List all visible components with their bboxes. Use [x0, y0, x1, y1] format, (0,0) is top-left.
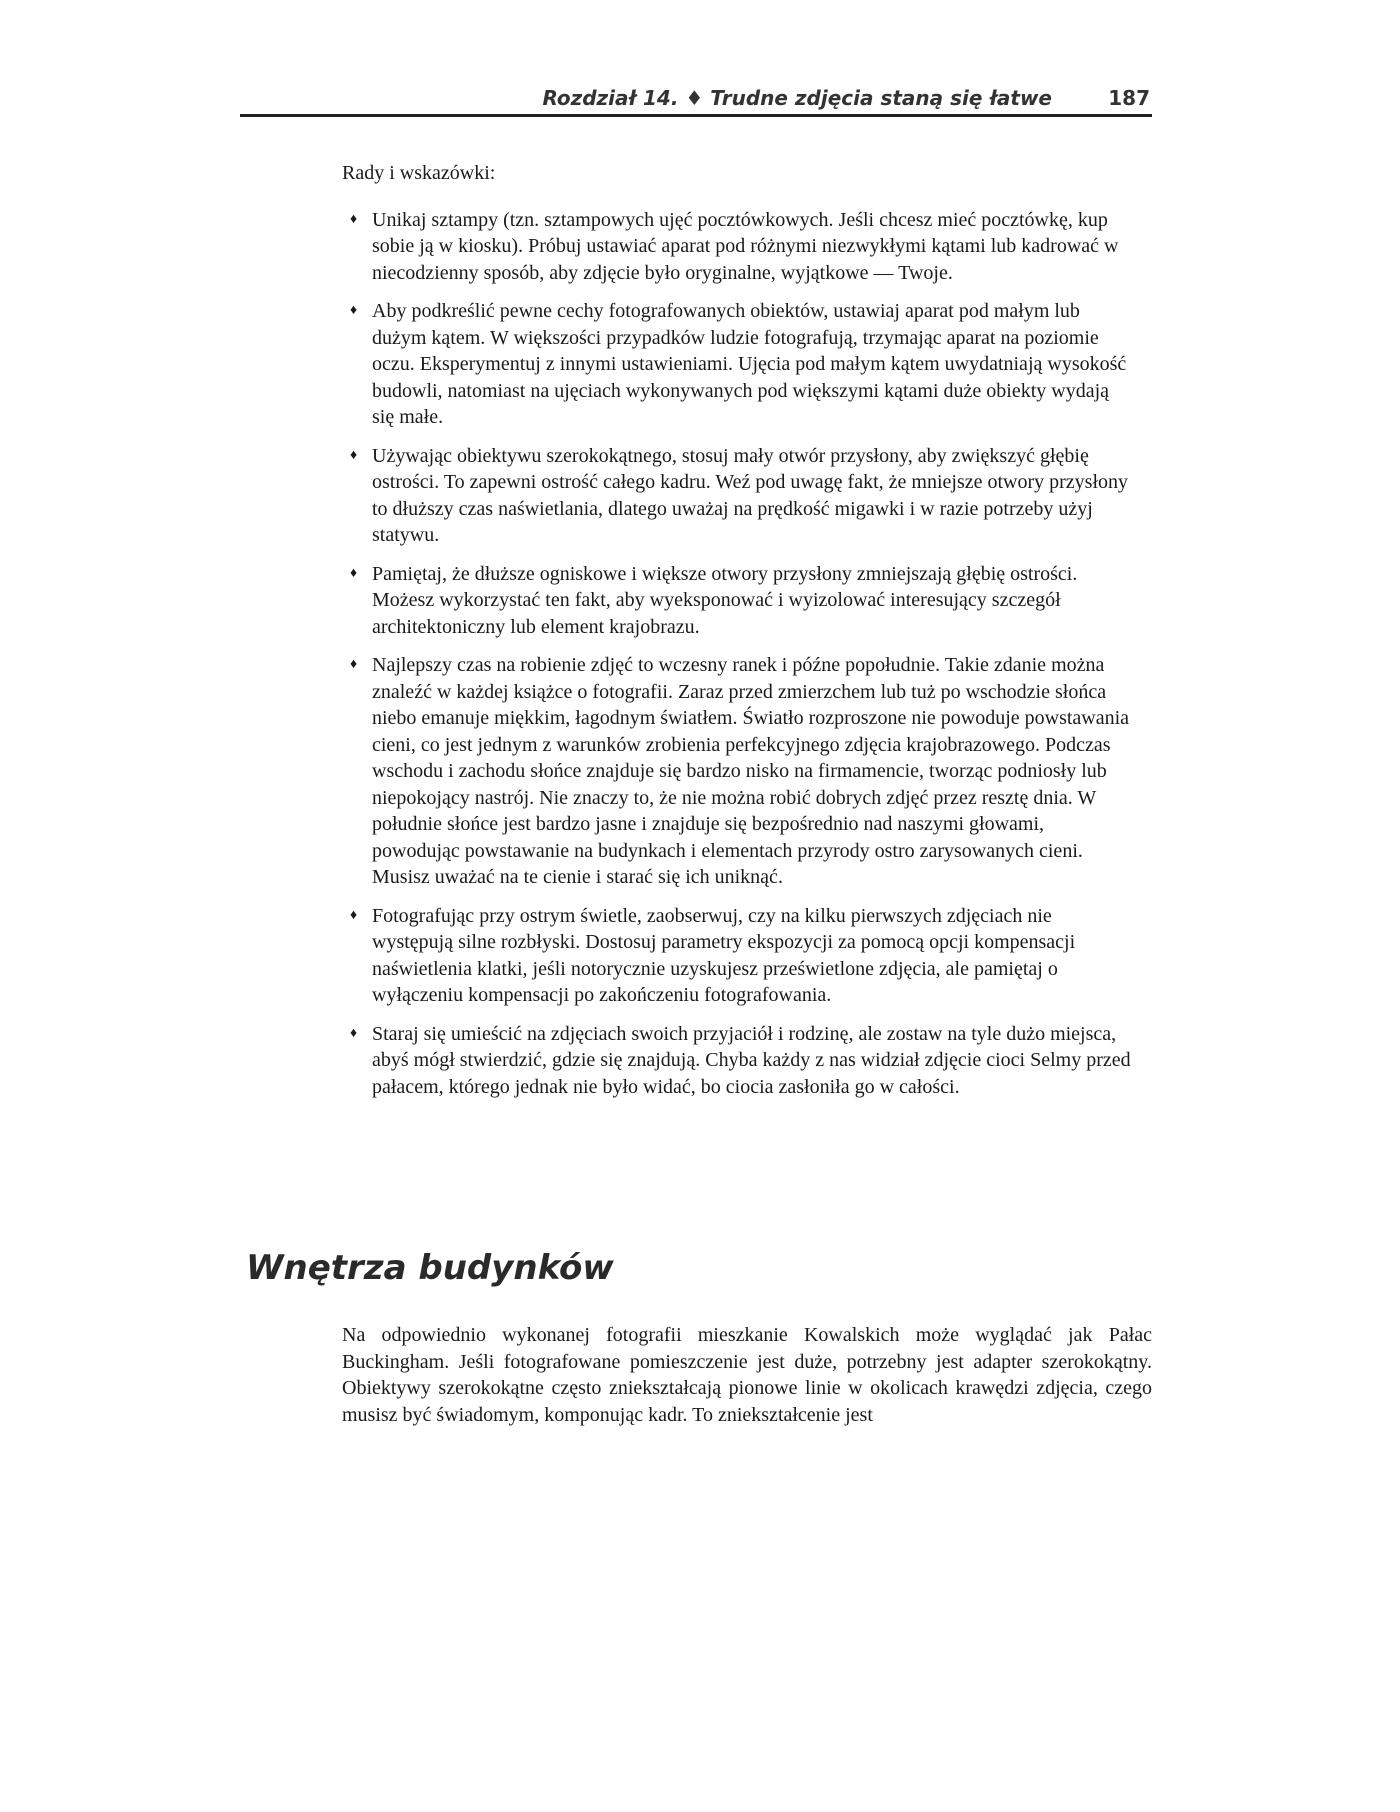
header-rule: [240, 114, 1152, 117]
intro-text: Rady i wskazówki:: [342, 162, 496, 184]
section-heading: Wnętrza budynków: [246, 1248, 614, 1288]
diamond-bullet-icon: ♦: [350, 211, 358, 227]
diamond-bullet-icon: ♦: [350, 1025, 358, 1041]
list-item: [342, 207, 1154, 287]
list-item-text: Pamiętaj, że dłuższe ogniskowe i większe otwory przysłony zmniejszają głębię ostrości. Możesz wykorzystać ten fakt, aby wyeksponować i wyizolować interesujący szczegół architektoniczny lub element krajobrazu.: [372, 562, 1078, 638]
section-body: Na odpowiednio wykonanej fotografii mieszkanie Kowalskich może wyglądać jak Pałac Buckingham. Jeśli fotografowane pomieszczenie jest duże, potrzebny jest adapter szerokokątny. Obiektywy szerokokątne często zniekształcają pionowe linie w okolicach krawędzi zdjęcia, czego musisz być świadomym, komponując kadr. To zniekształcenie jest: [342, 1324, 1152, 1426]
diamond-bullet-icon: ♦: [350, 907, 358, 923]
diamond-bullet-icon: ♦: [350, 447, 358, 463]
diamond-bullet-icon: ♦: [350, 565, 358, 581]
list-item-text: Fotografując przy ostrym świetle, zaobserwuj, czy na kilku pierwszych zdjęciach nie występują silne rozbłyski. Dostosuj parametry ekspozycji za pomocą opcji kompensacji naświetlenia klatki, jeśli notorycznie uzyskujesz prześwietlone zdjęcia, ale pamiętaj o wyłączeniu kompensacji po zakończeniu fotografowania.: [372, 904, 1076, 1006]
main-content: [342, 160, 1154, 1112]
list-item: [342, 903, 1154, 1009]
diamond-bullet-icon: ♦: [350, 303, 358, 318]
list-item: [342, 652, 1154, 891]
diamond-bullet-icon: ♦: [350, 657, 358, 672]
list-item-text: Najlepszy czas na robienie zdjęć to wczesny ranek i późne popołudnie. Takie zdanie można znaleźć w każdej książce o fotografii. Zaraz przed zmierzchem lub tuż po wschodzie słońca niebo emanuje miękkim, łagodnym światłem. Światło rozproszone nie powoduje powstawania cieni, co jest jednym z warunków zrobienia perfekcyjnego zdjęcia krajobrazowego. Podczas wschodu i zachodu słońce znajduje się bardzo nisko na firmamencie, tworząc podniosły lub niepokojący nastrój. Nie znaczy to, że nie można robić dobrych zdjęć przez resztę dnia. W południe słońce jest bardzo jasne i znajduje się bezpośrednio nad naszymi głowami, powodując powstawanie na budynkach i elementach przyrody ostro zarysowanych cieni. Musisz uważać na te cienie i starać się ich uniknąć.: [372, 654, 1130, 888]
page-header: [240, 86, 1152, 116]
list-item-text: Staraj się umieścić na zdjęciach swoich przyjaciół i rodzinę, ale zostaw na tyle dużo miejsca, abyś mógł stwierdzić, gdzie się znajdują. Chyba każdy z nas widział zdjęcie cioci Selmy przed pałacem, którego jednak nie było widać, bo ciocia zasłoniła go w całości.: [372, 1022, 1131, 1098]
list-item-text: Unikaj sztampy (tzn. sztampowych ujęć pocztówkowych. Jeśli chcesz mieć pocztówkę, kup sobie ją w kiosku). Próbuj ustawiać aparat pod różnymi niezwykłymi kątami lub kadrować w niecodzienny sposób, aby zdjęcie było oryginalne, wyjątkowe — Twoje.: [372, 208, 1119, 284]
list-item: [342, 443, 1154, 549]
list-item: [342, 561, 1154, 641]
list-item-text: Używając obiektywu szerokokątnego, stosuj mały otwór przysłony, aby zwiększyć głębię ostrości. To zapewni ostrość całego kadru. Weź pod uwagę fakt, że mniejsze otwory przysłony to dłuższy czas naświetlania, dlatego uważaj na prędkość migawki i w razie potrzeby użyj statywu.: [372, 444, 1129, 546]
list-item-text: Aby podkreślić pewne cechy fotografowanych obiektów, ustawiaj aparat pod małym lub dużym kątem. W większości przypadków ludzie fotografują, trzymając aparat na poziomie oczu. Eksperymentuj z innymi ustawieniami. Ujęcia pod małym kątem uwydatniają wysokość budowli, natomiast na ujęciach wykonywanych pod większymi kątami duże obiekty wydają się małe.: [372, 300, 1127, 428]
chapter-title: Rozdział 14. ♦ Trudne zdjęcia staną się łatwe: [542, 86, 1052, 110]
list-item: [342, 298, 1154, 431]
page-number: 187: [1108, 86, 1150, 110]
list-item: [342, 1021, 1154, 1101]
tips-list: [342, 207, 1154, 1101]
